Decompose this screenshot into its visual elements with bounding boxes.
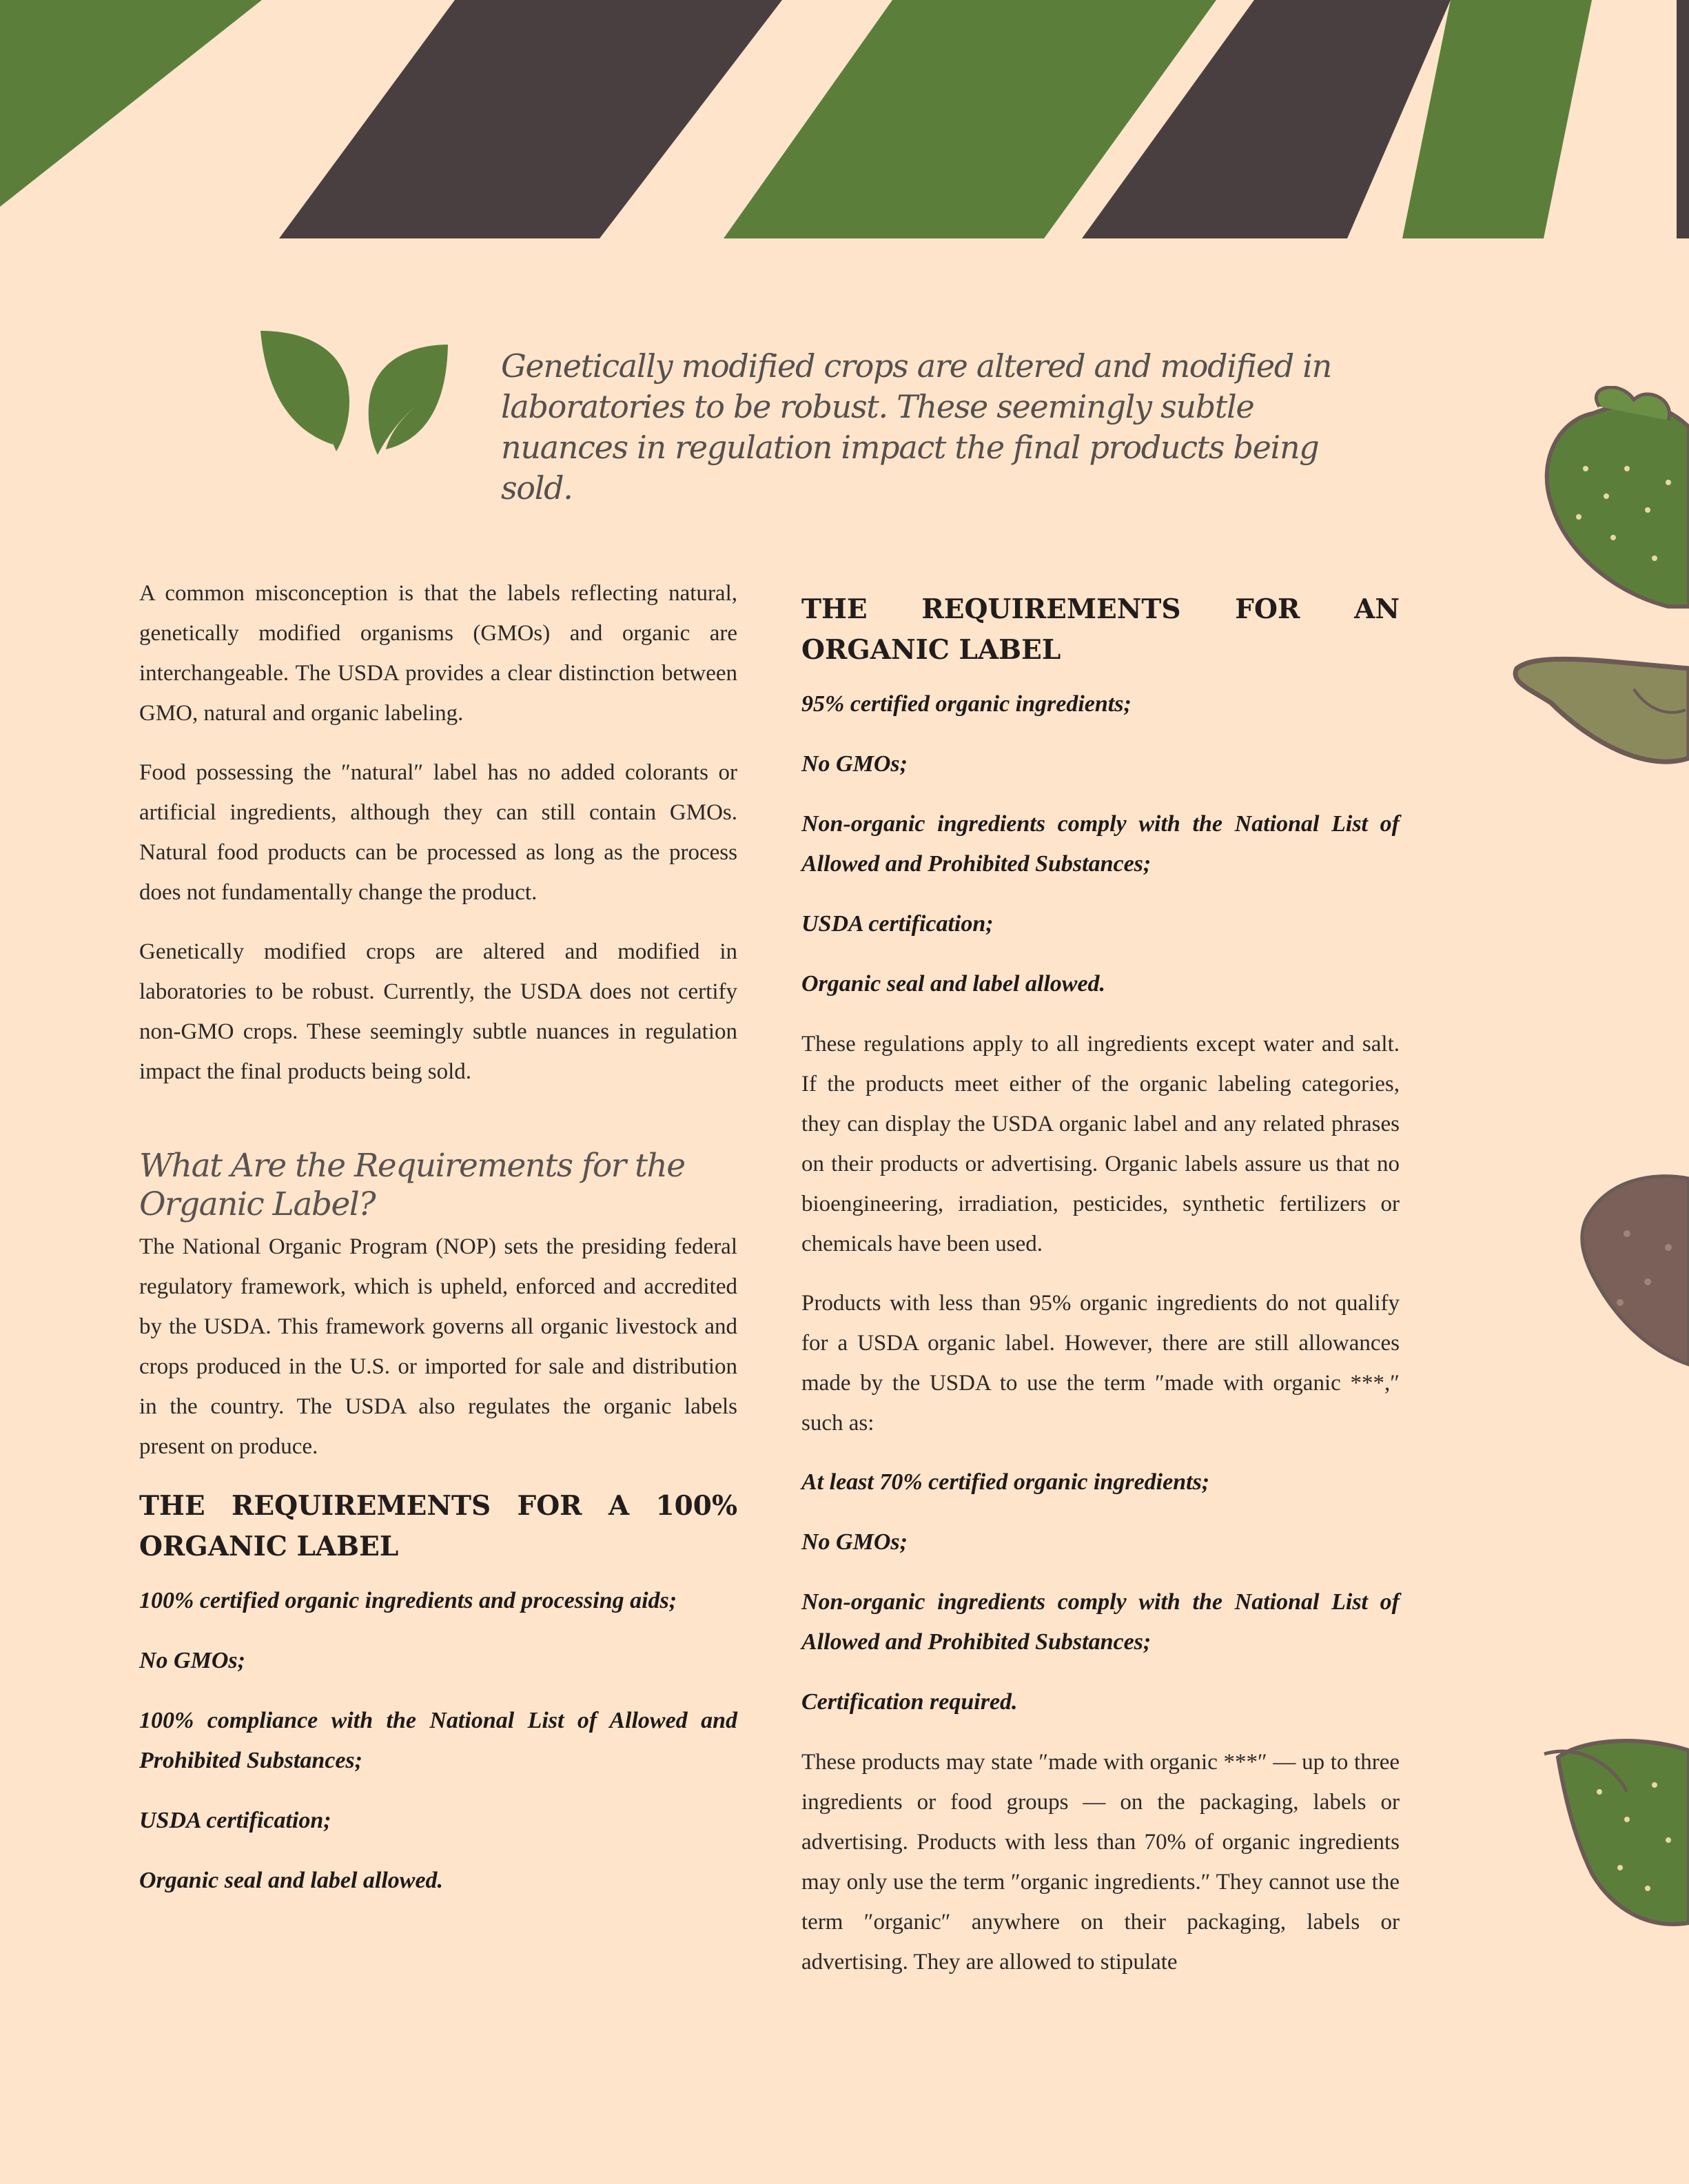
- section-subheading: What Are the Requirements for the Organic Label?: [139, 1147, 685, 1223]
- nop-paragraph: The National Organic Program (NOP) sets the presiding federal regulatory framework, which is upheld, enforced and accredited by the USDA. This framework governs all organic livestock and crops produced in the U.S. or imported for sale and distribution in the country. The USDA also regulates the organic labels present on produce.: [139, 1234, 737, 1459]
- diagonal-stripes-banner: [0, 0, 1689, 238]
- heading-100-organic: THE REQUIREMENTS FOR A 100% ORGANIC LABEL: [139, 1490, 737, 1562]
- pepper-illustration: [1515, 659, 1689, 762]
- right-leaf: [369, 345, 448, 455]
- requirement-item: No GMOs;: [139, 1648, 245, 1673]
- intro-paragraph: A common misconception is that the labels reflecting natural, genetically modified organisms (GMOs) and organic are interchangeable. The USDA provides a clear distinction between GMO, natural and organic labeling.: [139, 581, 737, 726]
- requirement-item: 100% certified organic ingredients and processing aids;: [139, 1588, 677, 1613]
- requirement-item: Organic seal and label allowed.: [801, 971, 1106, 997]
- requirement-item: Certification required.: [801, 1689, 1018, 1715]
- requirement-item: At least 70% certified organic ingredients;: [801, 1469, 1210, 1495]
- twin-leaf-icon: [260, 331, 448, 455]
- requirement-item: 100% compliance with the National List of Allowed and Prohibited Substances;: [139, 1708, 737, 1773]
- requirement-item: No GMOs;: [801, 1529, 908, 1555]
- gmo-paragraph: Genetically modified crops are altered and modified in laboratories to be robust. Currently, the USDA does not certify non-GMO crops. These seemingly subtle nuances in regulation impact the final products being sold.: [139, 939, 737, 1084]
- requirement-item: No GMOs;: [801, 751, 908, 777]
- dark-stripe: [1677, 0, 1689, 238]
- pull-quote: Genetically modified crops are altered and modified in laboratories to be robust. These seemingly subtle nuances in regulation impact the final products being sold.: [501, 347, 1331, 507]
- left-leaf: [260, 331, 349, 451]
- regulations-paragraph: These regulations apply to all ingredients except water and salt. If the products meet either of the organic labeling categories, they can display the USDA organic label and any related phrases on their products or advertising. Organic labels assure us that no bioengineering, irradiation, pesticides, synthetic fertilizers or chemicals have been used.: [801, 1032, 1400, 1256]
- less-than-95-paragraph: Products with less than 95% organic ingredients do not qualify for a USDA organic label. However, there are still allowances made by the USDA to use the term ″made with organic ***,″ such as:: [801, 1291, 1400, 1436]
- brussels-sprout-illustration: [1544, 1741, 1689, 1924]
- strawberry-illustration: [1547, 387, 1689, 606]
- requirement-item: 95% certified organic ingredients;: [801, 691, 1132, 717]
- natural-label-paragraph: Food possessing the ″natural″ label has no added colorants or artificial ingredients, although they can still contain GMOs. Natural food products can be processed as long as the process does not fundamentally change the product.: [139, 760, 737, 905]
- left-column: [139, 573, 737, 1921]
- requirement-item: Non-organic ingredients comply with the National List of Allowed and Prohibited Substances;: [801, 1589, 1400, 1655]
- requirement-item: USDA certification;: [801, 911, 994, 937]
- requirement-item: USDA certification;: [139, 1808, 331, 1833]
- requirement-item: Organic seal and label allowed.: [139, 1868, 444, 1893]
- requirement-item: Non-organic ingredients comply with the National List of Allowed and Prohibited Substances;: [801, 811, 1400, 877]
- potato-illustration: [1582, 1176, 1689, 1365]
- made-with-organic-paragraph: These products may state ″made with organic ***″ — up to three ingredients or food groups — on the packaging, labels or advertising. Products with less than 70% of organic ingredients may only use the term ″organic ingredients.″ They cannot use the term ″organic″ anywhere on their packaging, labels or advertising. They are allowed to stipulate: [801, 1750, 1400, 1974]
- heading-organic: THE REQUIREMENTS FOR AN ORGANIC LABEL: [801, 593, 1400, 666]
- right-column: [801, 589, 1400, 2001]
- vegetable-illustrations: [1510, 386, 1689, 2109]
